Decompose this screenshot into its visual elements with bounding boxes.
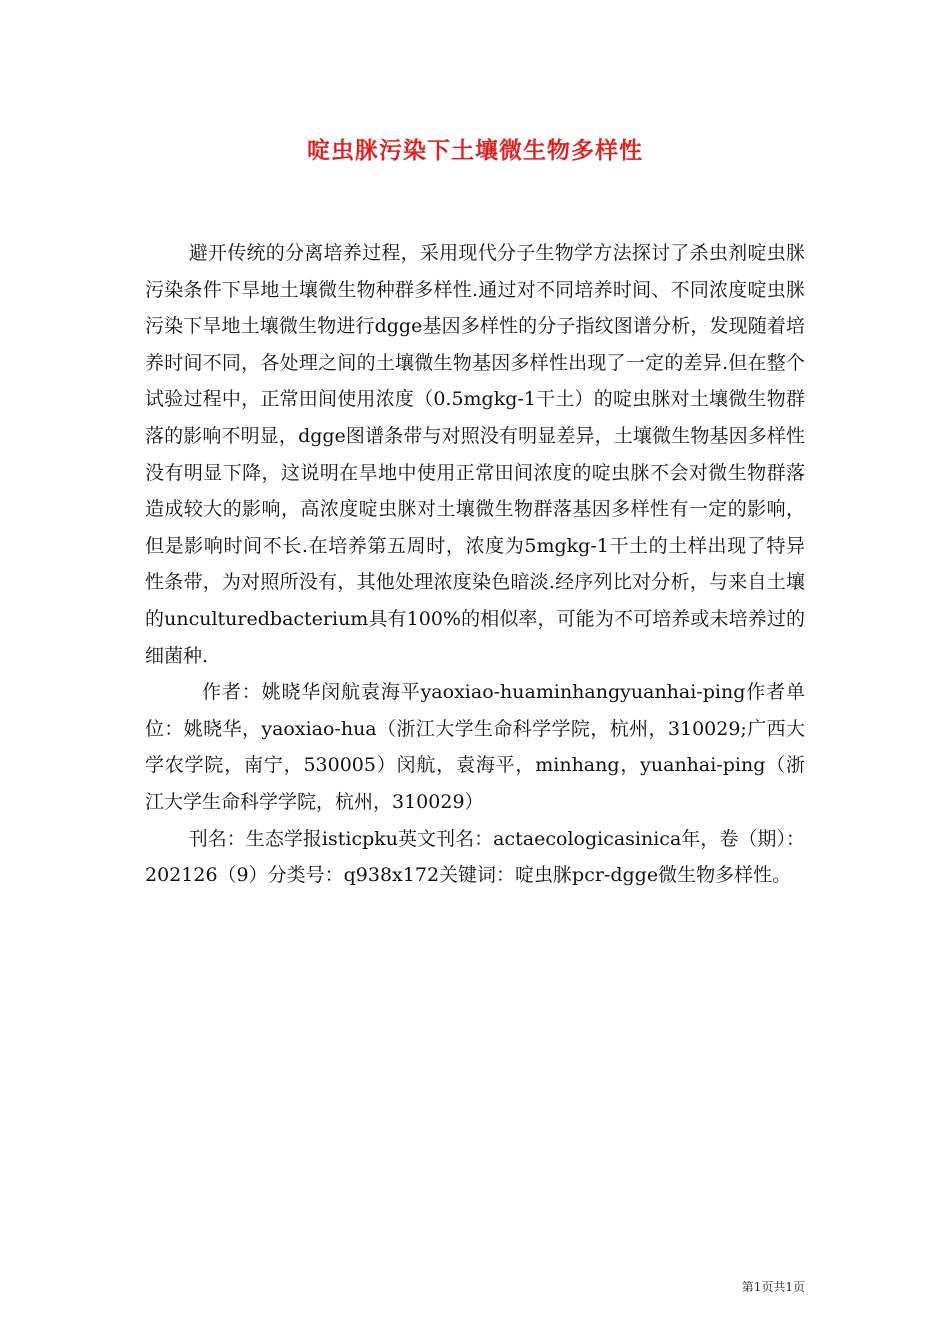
document-title: 啶虫脒污染下土壤微生物多样性 [307,137,643,164]
abstract-paragraph: 避开传统的分离培养过程，采用现代分子生物学方法探讨了杀虫剂啶虫脒污染条件下旱地土壤微生物种群多样性.通过对不同培养时间、不同浓度啶虫脒污染下旱地土壤微生物进行dgge基因多样性的分子指纹图谱分析，发现随着培养时间不同，各处理之间的土壤微生物基因多样性出现了一定的差异.但在整个试验过程中，正常田间使用浓度（0.5mgkg-1干土）的啶虫脒对土壤微生物群落的影响不明显，dgge图谱条带与对照没有明显差异，土壤微生物基因多样性没有明显下降，这说明在旱地中使用正常田间浓度的啶虫脒不会对微生物群落造成较大的影响，高浓度啶虫脒对土壤微生物群落基因多样性有一定的影响，但是影响时间不长.在培养第五周时，浓度为5mgkg-1干土的土样出现了特异性条带，为对照所没有，其他处理浓度染色暗淡.经序列比对分析，与来自土壤的unculturedbacterium具有100%的相似率，可能为不可培养或未培养过的细菌种. [145,242,805,667]
page-number-footer: 第1页共1页 [741,1280,805,1294]
author-info-paragraph: 作者：姚晓华闵航袁海平yaoxiao-huaminhangyuanhai-ping作者单位：姚晓华，yaoxiao-hua（浙江大学生命科学学院，杭州，310029;广西大学农学院，南宁，530005）闵航，袁海平，minhang，yuanhai-ping（浙江大学生命科学学院，杭州，310029） [145,681,805,813]
document-body [145,235,805,894]
journal-info-paragraph: 刊名：生态学报isticpku英文刊名：actaecologicasinica年，卷（期）：202126（9）分类号：q938x172关键词：啶虫脒pcr-dgge微生物多样性。 [145,827,805,887]
